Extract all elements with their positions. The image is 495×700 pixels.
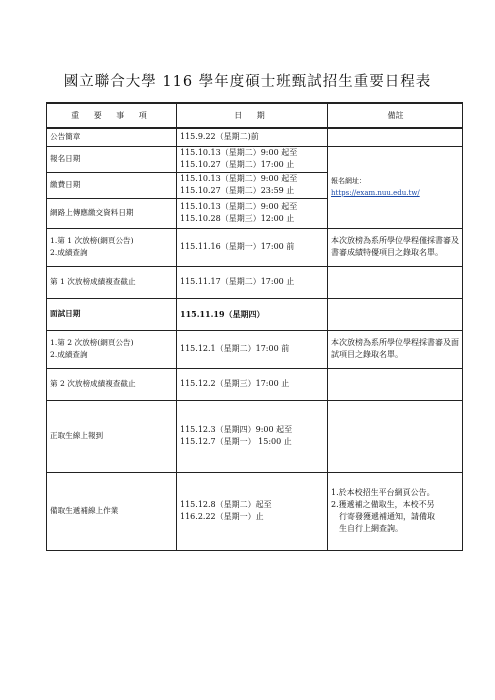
table-row [47,228,463,266]
row-date: 115.12.3（星期四）9:00 起至 115.12.7（星期一） 15:00 止 [177,400,328,472]
table-row [47,266,463,298]
header-note: 備註 [328,103,463,128]
table-row [47,128,463,146]
row-item: 網路上傳應繳交資料日期 [47,198,177,228]
table-header-row [47,103,463,128]
header-item: 重 要 事 項 [47,103,177,128]
row-date: 115.10.13（星期二）9:00 起至 115.10.27（星期二）23:59 止 [177,172,328,198]
schedule-table [46,102,463,551]
row-note-empty [328,298,463,330]
row-date: 115.11.17（星期二）17:00 止 [177,266,328,298]
row-date: 115.9.22（星期二)前 [177,128,328,146]
row-date: 115.12.1（星期二）17:00 前 [177,330,328,368]
table-row [47,298,463,330]
row-note-empty [328,128,463,146]
row-date: 115.10.13（星期二）9:00 起至 115.10.27（星期二）17:00 止 [177,146,328,172]
row-date: 115.11.16（星期一）17:00 前 [177,228,328,266]
row-date: 115.10.13（星期二）9:00 起至 115.10.28（星期三）12:00 止 [177,198,328,228]
note-website: 報名網址： https://exam.nuu.edu.tw/ [328,146,463,228]
row-date: 115.11.19（星期四） [177,298,328,330]
row-note-empty [328,266,463,298]
row-item: 面試日期 [47,298,177,330]
table-row [47,146,463,172]
row-item: 正取生線上報到 [47,400,177,472]
row-item: 繳費日期 [47,172,177,198]
table-row [47,368,463,400]
note-first-release: 本次放榜為系所學位學程僅採書審及書審成績特優項目之錄取名單。 [328,228,463,266]
table-row [47,400,463,472]
row-note-empty [328,368,463,400]
table-row [47,330,463,368]
table-row [47,472,463,550]
page-title: 國立聯合大學 116 學年度碩士班甄試招生重要日程表 [63,74,432,90]
row-item: 備取生遞補線上作業 [47,472,177,550]
row-item: 1.第 1 次放榜(網頁公告) 2.成績查詢 [47,228,177,266]
row-item: 公告簡章 [47,128,177,146]
row-item: 報名日期 [47,146,177,172]
row-date: 115.12.8（星期二）起至 116.2.22（星期一）止 [177,472,328,550]
row-item: 1.第 2 次放榜(網頁公告) 2.成績查詢 [47,330,177,368]
row-date: 115.12.2（星期三）17:00 止 [177,368,328,400]
row-note-empty [328,400,463,472]
note-second-release: 本次放榜為系所學位學程採書審及面試項目之錄取名單。 [328,330,463,368]
website-link[interactable]: https://exam.nuu.edu.tw/ [331,188,420,197]
row-item: 第 1 次放榜成績複查截止 [47,266,177,298]
header-date: 日 期 [177,103,328,128]
row-item: 第 2 次放榜成績複查截止 [47,368,177,400]
note-waitlist: 1.於本校招生平台網頁公告。 2.獲遞補之備取生，本校不另 行寄發獲遞補通知，請備取 生自行上網查詢。 [328,472,463,550]
